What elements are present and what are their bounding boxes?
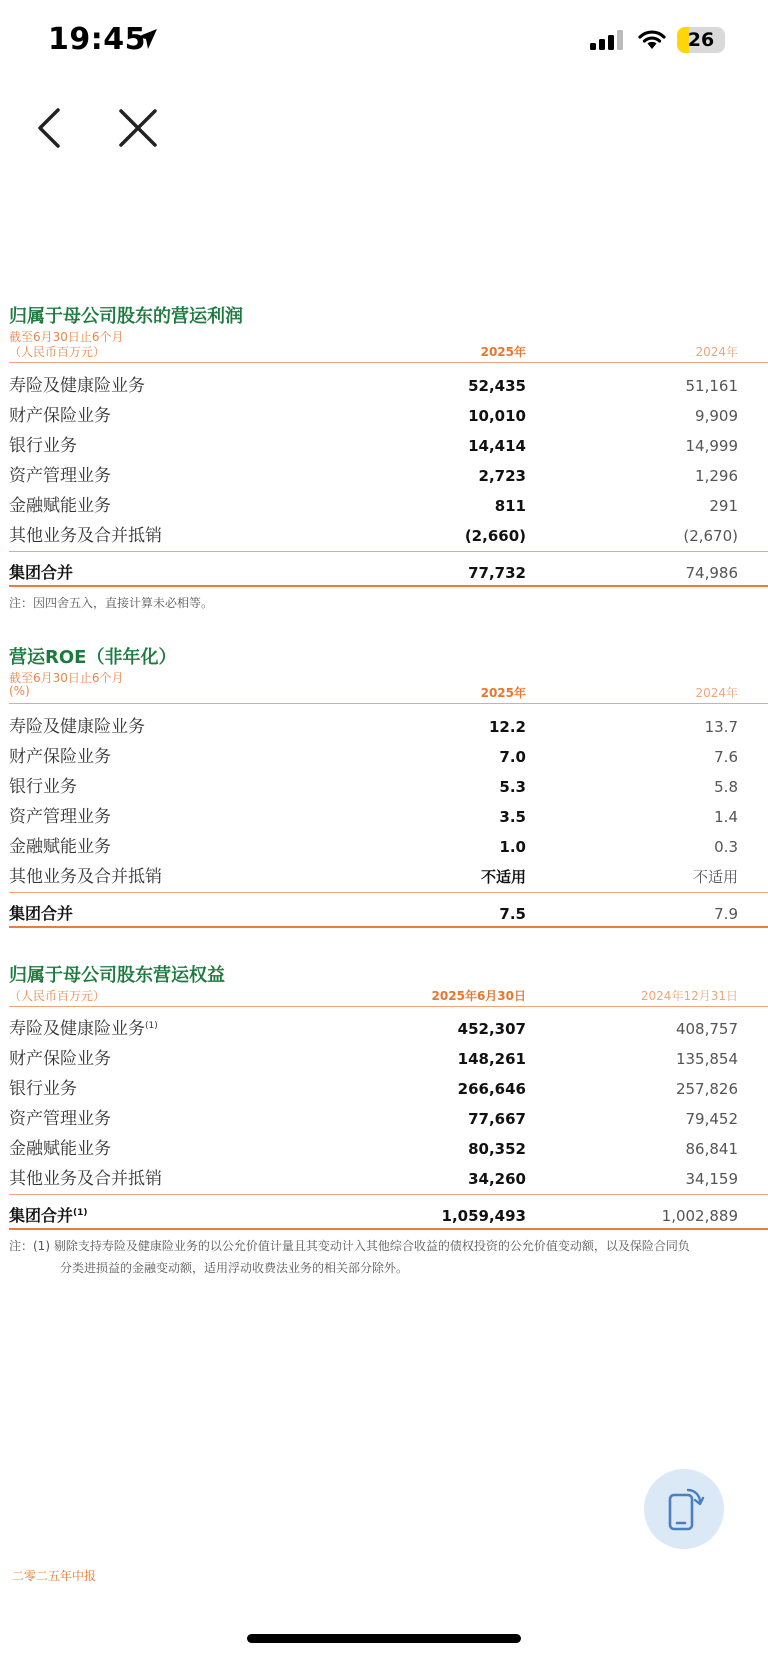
- row-label-text: 寿险及健康险业务: [9, 1019, 145, 1039]
- value-current: 3.5: [499, 808, 526, 826]
- value-prior: 9,909: [695, 407, 738, 425]
- total-value-prior: 7.9: [714, 905, 738, 923]
- rotate-screen-button[interactable]: [644, 1469, 724, 1549]
- table-row: [9, 1134, 768, 1164]
- footnote-line-2: 分类进损益的金融变动额，适用浮动收费法业务的相关部分除外。: [60, 1261, 409, 1275]
- row-label: 金融赋能业务: [9, 837, 111, 857]
- value-prior: 7.6: [714, 748, 738, 766]
- row-label: 银行业务: [9, 436, 77, 456]
- table-row: [9, 772, 768, 802]
- footnote-ref: (1): [73, 1208, 88, 1218]
- section-title-operating-profit: 归属于母公司股东的营运利润: [9, 306, 243, 327]
- column-header-current: 2025年: [480, 345, 526, 359]
- value-current: 34,260: [468, 1170, 526, 1188]
- total-divider: [9, 926, 768, 928]
- value-current: 1.0: [499, 838, 526, 856]
- section-title-operating-equity: 归属于母公司股东营运权益: [9, 965, 225, 986]
- row-label: 金融赋能业务: [9, 496, 111, 516]
- value-current: 7.0: [499, 748, 526, 766]
- value-current: 14,414: [468, 437, 526, 455]
- period-label: 截至6月30日止6个月: [9, 330, 124, 344]
- chevron-left-icon[interactable]: [34, 106, 64, 150]
- table-row: [9, 401, 768, 431]
- value-prior: 14,999: [685, 437, 738, 455]
- value-prior: 1.4: [714, 808, 738, 826]
- section-title-operating-roe: 营运ROE（非年化）: [9, 647, 177, 668]
- row-label: 其他业务及合并抵销: [9, 526, 162, 546]
- column-header-prior: 2024年12月31日: [640, 989, 738, 1003]
- value-prior: 408,757: [675, 1020, 738, 1038]
- table-row: [9, 1104, 768, 1134]
- row-label: 资产管理业务: [9, 1109, 111, 1129]
- value-current: 52,435: [468, 377, 526, 395]
- table-row: [9, 712, 768, 742]
- value-current: 80,352: [468, 1140, 526, 1158]
- footnote-line-1: 注：(1) 剔除支持寿险及健康险业务的以公允价值计量且其变动计入其他综合收益的债权投资的公允价值变动额，以及保险合同负: [9, 1239, 690, 1253]
- total-row: [9, 1201, 768, 1231]
- table-row: [9, 1164, 768, 1194]
- value-current: 2,723: [478, 467, 526, 485]
- value-prior: 79,452: [685, 1110, 738, 1128]
- value-current: 不适用: [480, 868, 526, 886]
- table-row: [9, 862, 768, 892]
- subtotal-divider: [9, 551, 768, 552]
- row-label: 财产保险业务: [9, 406, 111, 426]
- row-label: 寿险及健康险业务: [9, 376, 145, 396]
- value-current: 811: [494, 497, 526, 515]
- table-row: [9, 521, 768, 551]
- header-divider: [9, 703, 768, 704]
- value-prior: 51,161: [685, 377, 738, 395]
- value-prior: 5.8: [714, 778, 738, 796]
- close-icon[interactable]: [118, 108, 158, 148]
- unit-label: (%): [9, 684, 30, 698]
- status-time: 19:45: [48, 22, 146, 57]
- column-header-current: 2025年6月30日: [431, 989, 526, 1003]
- value-current: 10,010: [468, 407, 526, 425]
- table-row: [9, 1074, 768, 1104]
- value-prior: 34,159: [685, 1170, 738, 1188]
- total-row: [9, 558, 768, 588]
- subtotal-divider: [9, 892, 768, 893]
- value-current: 12.2: [488, 718, 526, 736]
- total-label: 集团合并: [9, 904, 74, 923]
- value-prior: 1,296: [695, 467, 738, 485]
- total-divider: [9, 585, 768, 587]
- total-value-current: 1,059,493: [441, 1207, 526, 1225]
- battery-indicator: [677, 27, 725, 53]
- total-value-prior: 1,002,889: [661, 1207, 738, 1225]
- row-label: [9, 1014, 158, 1044]
- total-label: 集团合并: [9, 563, 74, 582]
- wifi-icon: [637, 28, 667, 50]
- table-row: [9, 491, 768, 521]
- report-footer: 二零二五年中报: [12, 1569, 97, 1583]
- table-row: [9, 431, 768, 461]
- row-label: 资产管理业务: [9, 466, 111, 486]
- column-header-prior: 2024年: [695, 345, 738, 359]
- total-row: [9, 899, 768, 929]
- total-value-prior: 74,986: [685, 564, 738, 582]
- row-label: 财产保险业务: [9, 747, 111, 767]
- total-value-current: 7.5: [499, 905, 526, 923]
- value-prior: 257,826: [675, 1080, 738, 1098]
- row-label: 财产保险业务: [9, 1049, 111, 1069]
- total-label: [9, 1201, 88, 1231]
- total-value-current: 77,732: [468, 564, 526, 582]
- table-row: [9, 742, 768, 772]
- cellular-signal-icon: [590, 30, 624, 50]
- row-label: 其他业务及合并抵销: [9, 867, 162, 887]
- column-header-prior: 2024年: [695, 686, 738, 700]
- total-divider: [9, 1228, 768, 1230]
- home-indicator[interactable]: [247, 1634, 521, 1643]
- battery-percent: 26: [687, 29, 715, 51]
- value-prior: 不适用: [692, 868, 738, 886]
- subtotal-divider: [9, 1194, 768, 1195]
- status-bar: [0, 0, 768, 84]
- total-label-text: 集团合并: [9, 1206, 74, 1225]
- table-row: [9, 832, 768, 862]
- value-prior: 291: [709, 497, 738, 515]
- period-label: 截至6月30日止6个月: [9, 671, 124, 685]
- unit-label: （人民币百万元）: [9, 345, 106, 359]
- table-row: [9, 802, 768, 832]
- table-row: [9, 1044, 768, 1074]
- row-label: 寿险及健康险业务: [9, 717, 145, 737]
- value-current: 452,307: [457, 1020, 526, 1038]
- value-prior: 135,854: [675, 1050, 738, 1068]
- row-label: 银行业务: [9, 777, 77, 797]
- header-divider: [9, 362, 768, 363]
- footnote: 注：因四舍五入，直接计算未必相等。: [9, 596, 214, 610]
- table-row: [9, 1014, 768, 1044]
- value-current: 5.3: [499, 778, 526, 796]
- row-label: 金融赋能业务: [9, 1139, 111, 1159]
- value-current: (2,660): [464, 527, 526, 545]
- row-label: 资产管理业务: [9, 807, 111, 827]
- value-prior: 86,841: [685, 1140, 738, 1158]
- column-header-current: 2025年: [480, 686, 526, 700]
- footnote-ref: (1): [145, 1021, 158, 1031]
- value-prior: (2,670): [683, 527, 738, 545]
- header-divider: [9, 1006, 768, 1007]
- value-prior: 0.3: [714, 838, 738, 856]
- location-arrow-icon: [136, 28, 158, 50]
- value-current: 266,646: [457, 1080, 526, 1098]
- rotate-device-icon: [664, 1487, 706, 1531]
- row-label: 银行业务: [9, 1079, 77, 1099]
- value-current: 77,667: [468, 1110, 526, 1128]
- table-row: [9, 371, 768, 401]
- table-row: [9, 461, 768, 491]
- row-label: 其他业务及合并抵销: [9, 1169, 162, 1189]
- unit-label: （人民币百万元）: [9, 989, 106, 1003]
- value-prior: 13.7: [704, 718, 738, 736]
- value-current: 148,261: [457, 1050, 526, 1068]
